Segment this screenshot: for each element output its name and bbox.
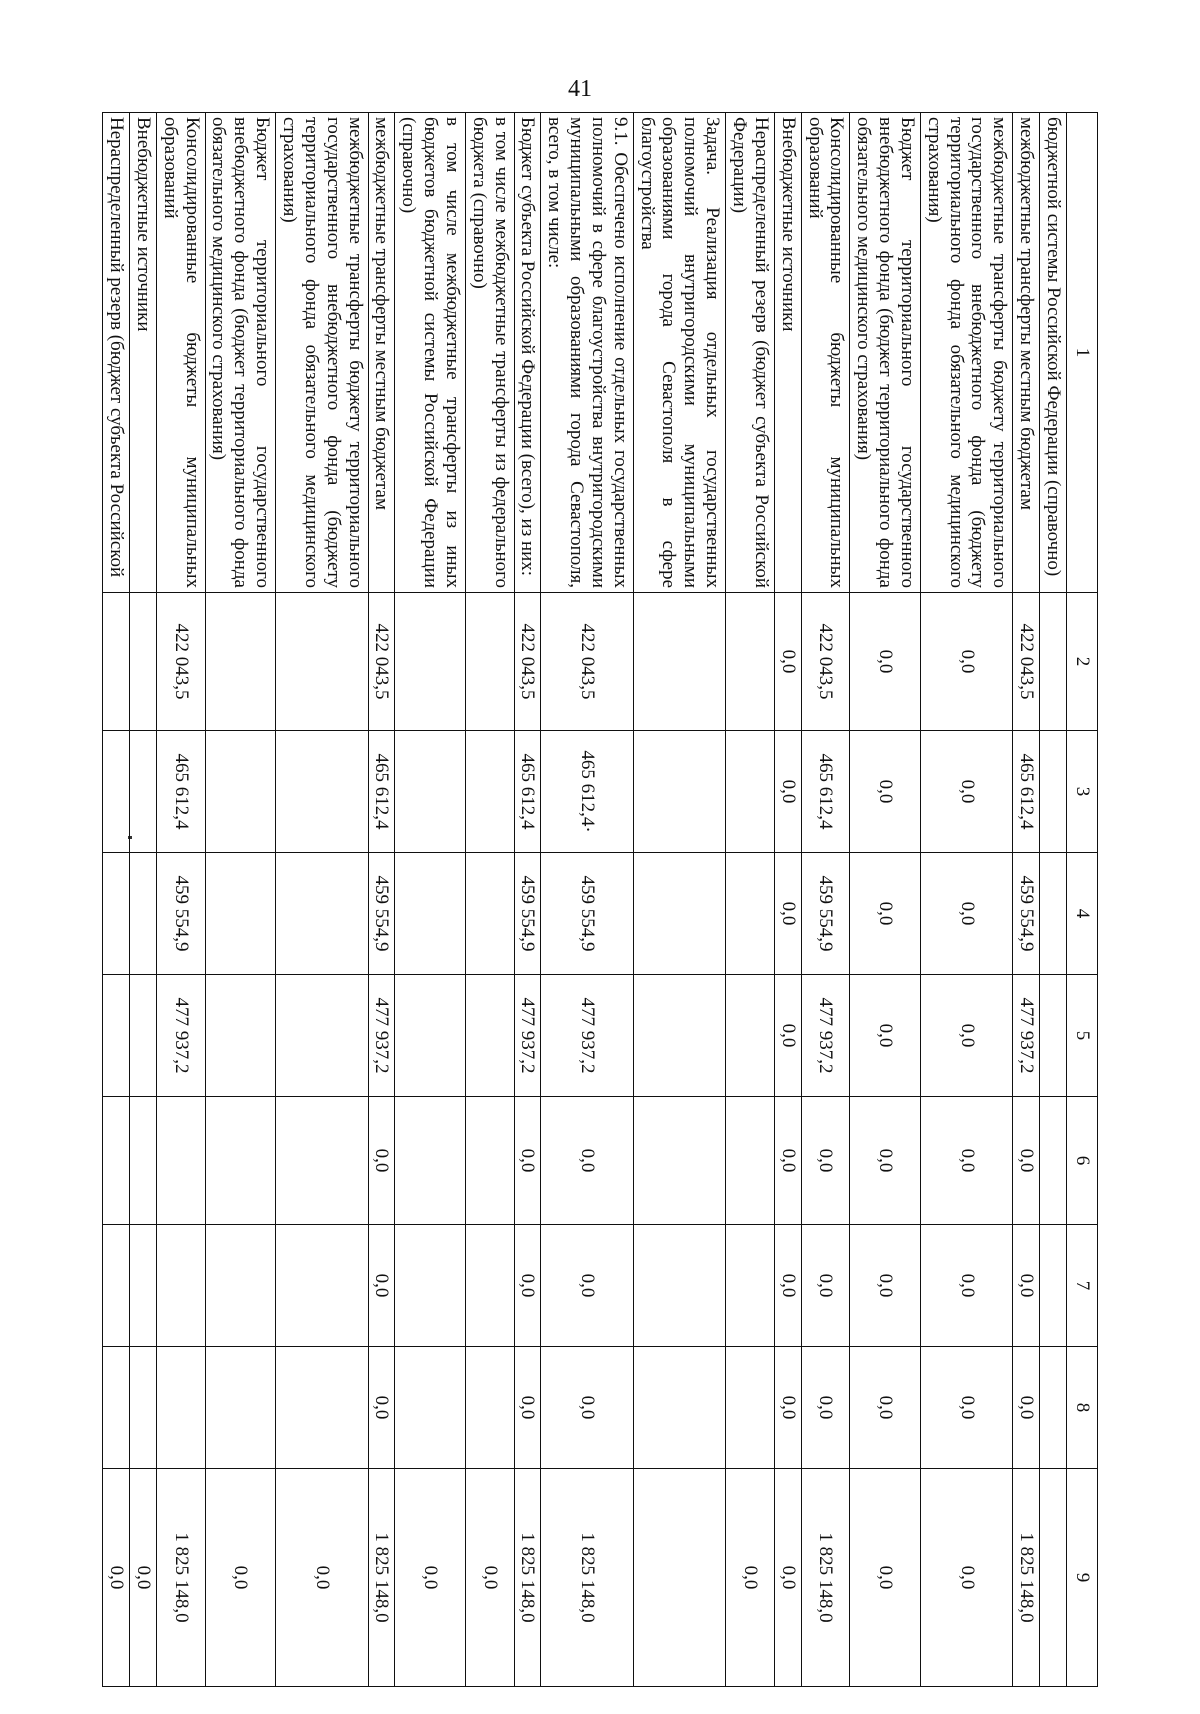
value-cell xyxy=(205,1097,276,1225)
value-cell: 465 612,4 xyxy=(801,731,850,853)
value-cell: 0,0 xyxy=(368,1225,395,1347)
value-cell: 1 825 148,0 xyxy=(156,1469,205,1687)
row-label: Нераспределенный резерв (бюджет субъекта Российской xyxy=(103,113,130,593)
value-cell: 0,0 xyxy=(465,1469,514,1687)
value-cell xyxy=(1040,731,1067,853)
value-cell xyxy=(130,853,157,975)
value-cell: 459 554,9 xyxy=(156,853,205,975)
row-label: Внебюджетные источники xyxy=(774,113,801,593)
table-row xyxy=(395,113,466,1687)
value-cell: 0,0 xyxy=(205,1469,276,1687)
value-cell xyxy=(633,975,725,1097)
value-cell: 0,0 xyxy=(514,1225,541,1347)
value-cell xyxy=(103,1097,130,1225)
value-cell: 0,0 xyxy=(774,853,801,975)
value-cell xyxy=(395,1225,466,1347)
row-label: Внебюджетные источники xyxy=(130,113,157,593)
value-cell xyxy=(726,1097,775,1225)
value-cell xyxy=(1040,593,1067,731)
value-cell: 0,0 xyxy=(850,731,921,853)
value-cell xyxy=(395,1097,466,1225)
value-cell xyxy=(1040,853,1067,975)
value-cell xyxy=(103,593,130,731)
value-cell: 0,0 xyxy=(774,731,801,853)
value-cell: 0,0 xyxy=(774,593,801,731)
value-cell: 0,0 xyxy=(1013,1225,1040,1347)
value-cell xyxy=(465,593,514,731)
value-cell xyxy=(726,1225,775,1347)
row-label: в том числе межбюджетные трансферты из иных бюджетов бюджетной системы Российской Федерации (справочно) xyxy=(395,113,466,593)
value-cell xyxy=(633,853,725,975)
value-cell xyxy=(130,1225,157,1347)
column-header: 7 xyxy=(1067,1225,1098,1347)
value-cell: 0,0 xyxy=(368,1347,395,1469)
value-cell: 0,0 xyxy=(850,853,921,975)
value-cell xyxy=(276,1347,368,1469)
value-cell xyxy=(1040,1097,1067,1225)
value-cell: 459 554,9 xyxy=(1013,853,1040,975)
value-cell: 465 612,4 xyxy=(514,731,541,853)
value-cell: 0,0 xyxy=(774,1225,801,1347)
value-cell xyxy=(130,593,157,731)
value-cell xyxy=(130,1347,157,1469)
value-cell xyxy=(465,1225,514,1347)
value-cell xyxy=(156,1225,205,1347)
value-cell xyxy=(633,731,725,853)
value-cell xyxy=(726,731,775,853)
value-cell: 1 825 148,0 xyxy=(541,1469,633,1687)
table-row xyxy=(1013,113,1040,1687)
value-cell: 477 937,2 xyxy=(156,975,205,1097)
value-cell xyxy=(103,1225,130,1347)
value-cell: 0,0 xyxy=(920,1225,1012,1347)
value-cell: 0,0 xyxy=(920,975,1012,1097)
value-cell: 465 612,4 xyxy=(368,731,395,853)
value-cell xyxy=(465,975,514,1097)
value-cell xyxy=(633,1097,725,1225)
value-cell: 459 554,9 xyxy=(541,853,633,975)
table-row xyxy=(633,113,725,1687)
value-cell: 0,0 xyxy=(1013,1347,1040,1469)
value-cell xyxy=(395,731,466,853)
value-cell xyxy=(205,975,276,1097)
table-row xyxy=(726,113,775,1687)
row-label: межбюджетные трансферты местным бюджетам xyxy=(368,113,395,593)
row-label: Задача. Реализация отдельных государственных полномочий внутригородскими муниципальными образованиями города Севастополя в сфере благоустройства xyxy=(633,113,725,593)
row-label: Бюджет территориального государственного внебюджетного фонда (бюджет территориального фонда обязательного медицинского страхования) xyxy=(850,113,921,593)
value-cell: 422 043,5 xyxy=(156,593,205,731)
value-cell: 0,0 xyxy=(514,1097,541,1225)
value-cell: 459 554,9 xyxy=(514,853,541,975)
value-cell xyxy=(156,1097,205,1225)
value-cell xyxy=(103,731,130,853)
row-label: межбюджетные трансферты местным бюджетам xyxy=(1013,113,1040,593)
value-cell xyxy=(205,593,276,731)
value-cell xyxy=(726,975,775,1097)
value-cell xyxy=(726,853,775,975)
table-row xyxy=(205,113,276,1687)
header-row xyxy=(1067,113,1098,1687)
value-cell xyxy=(633,1225,725,1347)
value-cell xyxy=(130,731,157,853)
value-cell xyxy=(276,853,368,975)
value-cell: 422 043,5 xyxy=(514,593,541,731)
table-row xyxy=(850,113,921,1687)
value-cell: 0,0 xyxy=(774,975,801,1097)
column-header: 2 xyxy=(1067,593,1098,731)
value-cell xyxy=(103,1347,130,1469)
value-cell: 0,0 xyxy=(130,1469,157,1687)
value-cell xyxy=(130,1097,157,1225)
row-label: бюджетной системы Российской Федерации (справочно) xyxy=(1040,113,1067,593)
value-cell: 1 825 148,0 xyxy=(1013,1469,1040,1687)
value-cell: 422 043,5 xyxy=(368,593,395,731)
column-header: 3 xyxy=(1067,731,1098,853)
value-cell: 422 043,5 xyxy=(1013,593,1040,731)
value-cell xyxy=(276,1225,368,1347)
value-cell xyxy=(1040,1469,1067,1687)
value-cell: 0,0 xyxy=(514,1347,541,1469)
value-cell: 0,0 xyxy=(368,1097,395,1225)
value-cell xyxy=(1040,1225,1067,1347)
table-row xyxy=(465,113,514,1687)
value-cell: 0,0 xyxy=(774,1097,801,1225)
value-cell xyxy=(633,1469,725,1687)
table-row xyxy=(103,113,130,1687)
rotated-table-container xyxy=(106,112,1098,1686)
value-cell: 0,0 xyxy=(395,1469,466,1687)
value-cell xyxy=(395,593,466,731)
table-row xyxy=(920,113,1012,1687)
value-cell: 0,0 xyxy=(1013,1097,1040,1225)
value-cell xyxy=(156,1347,205,1469)
value-cell: 0,0 xyxy=(850,1225,921,1347)
value-cell xyxy=(395,853,466,975)
value-cell: 0,0 xyxy=(920,731,1012,853)
row-label: Нераспределенный резерв (бюджет субъекта Российской Федерации) xyxy=(726,113,775,593)
value-cell: 1 825 148,0 xyxy=(801,1469,850,1687)
value-cell: 0,0 xyxy=(850,975,921,1097)
value-cell: 0,0 xyxy=(801,1347,850,1469)
row-label: Консолидированные бюджеты муниципальных образований xyxy=(156,113,205,593)
value-cell: 459 554,9 xyxy=(801,853,850,975)
value-cell xyxy=(395,975,466,1097)
value-cell xyxy=(465,731,514,853)
value-cell xyxy=(205,1347,276,1469)
value-cell: 0,0 xyxy=(541,1347,633,1469)
column-header: 6 xyxy=(1067,1097,1098,1225)
page-number: 41 xyxy=(568,76,592,102)
value-cell: 0,0 xyxy=(850,1469,921,1687)
value-cell: 0,0 xyxy=(541,1225,633,1347)
column-header: 8 xyxy=(1067,1347,1098,1469)
value-cell xyxy=(205,731,276,853)
value-cell: 1 825 148,0 xyxy=(514,1469,541,1687)
table-row xyxy=(514,113,541,1687)
table-row xyxy=(368,113,395,1687)
value-cell: 477 937,2 xyxy=(1013,975,1040,1097)
value-cell: 0,0 xyxy=(801,1225,850,1347)
value-cell: 0,0 xyxy=(726,1469,775,1687)
value-cell: 477 937,2 xyxy=(801,975,850,1097)
value-cell xyxy=(465,1097,514,1225)
row-label: Консолидированные бюджеты муниципальных образований xyxy=(801,113,850,593)
value-cell xyxy=(130,975,157,1097)
value-cell: 477 937,2 xyxy=(514,975,541,1097)
value-cell xyxy=(276,593,368,731)
value-cell: 0,0 xyxy=(850,1097,921,1225)
value-cell: 0,0 xyxy=(850,593,921,731)
value-cell xyxy=(726,1347,775,1469)
value-cell: 459 554,9 xyxy=(368,853,395,975)
value-cell: 465 612,4· xyxy=(541,731,633,853)
table-row xyxy=(541,113,633,1687)
value-cell: 0,0 xyxy=(920,1097,1012,1225)
row-label: 9.1. Обеспечено исполнение отдельных государственных полномочий в сфере благоустройства внутригородскими муниципальными образованиями города Севастополя, всего, в том числе: xyxy=(541,113,633,593)
value-cell: 422 043,5 xyxy=(801,593,850,731)
column-header: 4 xyxy=(1067,853,1098,975)
row-label: Бюджет территориального государственного внебюджетного фонда (бюджет территориального фонда обязательного медицинского страхования) xyxy=(205,113,276,593)
budget-table xyxy=(102,112,1098,1687)
value-cell: 0,0 xyxy=(276,1469,368,1687)
value-cell: 0,0 xyxy=(774,1347,801,1469)
value-cell: 1 825 148,0 xyxy=(368,1469,395,1687)
value-cell xyxy=(465,1347,514,1469)
table-row xyxy=(1040,113,1067,1687)
value-cell xyxy=(1040,975,1067,1097)
value-cell xyxy=(395,1347,466,1469)
value-cell xyxy=(726,593,775,731)
value-cell: 0,0 xyxy=(801,1097,850,1225)
table-body xyxy=(103,113,1067,1687)
row-label: в том числе межбюджетные трансферты из федерального бюджета (справочно) xyxy=(465,113,514,593)
table-row xyxy=(801,113,850,1687)
value-cell xyxy=(633,1347,725,1469)
value-cell: 0,0 xyxy=(103,1469,130,1687)
row-label: межбюджетные трансферты бюджету территориального государственного внебюджетного фонда (бюджету территориального фонда обязательного медицинского страхования) xyxy=(920,113,1012,593)
column-header: 9 xyxy=(1067,1469,1098,1687)
table-row xyxy=(130,113,157,1687)
value-cell: 465 612,4 xyxy=(1013,731,1040,853)
value-cell xyxy=(276,975,368,1097)
value-cell: 0,0 xyxy=(774,1469,801,1687)
value-cell: 0,0 xyxy=(541,1097,633,1225)
value-cell: 0,0 xyxy=(850,1347,921,1469)
value-cell: 0,0 xyxy=(920,593,1012,731)
value-cell xyxy=(103,975,130,1097)
row-label: Бюджет субъекта Российской Федерации (всего), из них: xyxy=(514,113,541,593)
row-label: межбюджетные трансферты бюджету территориального государственного внебюджетного фонда (бюджету территориального фонда обязательного медицинского страхования) xyxy=(276,113,368,593)
table-row xyxy=(276,113,368,1687)
column-header: 5 xyxy=(1067,975,1098,1097)
value-cell: 477 937,2 xyxy=(368,975,395,1097)
table-row xyxy=(156,113,205,1687)
value-cell: 0,0 xyxy=(920,1469,1012,1687)
value-cell: 422 043,5 xyxy=(541,593,633,731)
value-cell: 465 612,4 xyxy=(156,731,205,853)
value-cell xyxy=(276,731,368,853)
value-cell xyxy=(633,593,725,731)
value-cell xyxy=(465,853,514,975)
value-cell xyxy=(205,1225,276,1347)
value-cell xyxy=(276,1097,368,1225)
column-header: 1 xyxy=(1067,113,1098,593)
value-cell xyxy=(205,853,276,975)
value-cell: 477 937,2 xyxy=(541,975,633,1097)
table-row xyxy=(774,113,801,1687)
value-cell: 0,0 xyxy=(920,853,1012,975)
value-cell xyxy=(103,853,130,975)
value-cell xyxy=(1040,1347,1067,1469)
value-cell: 0,0 xyxy=(920,1347,1012,1469)
